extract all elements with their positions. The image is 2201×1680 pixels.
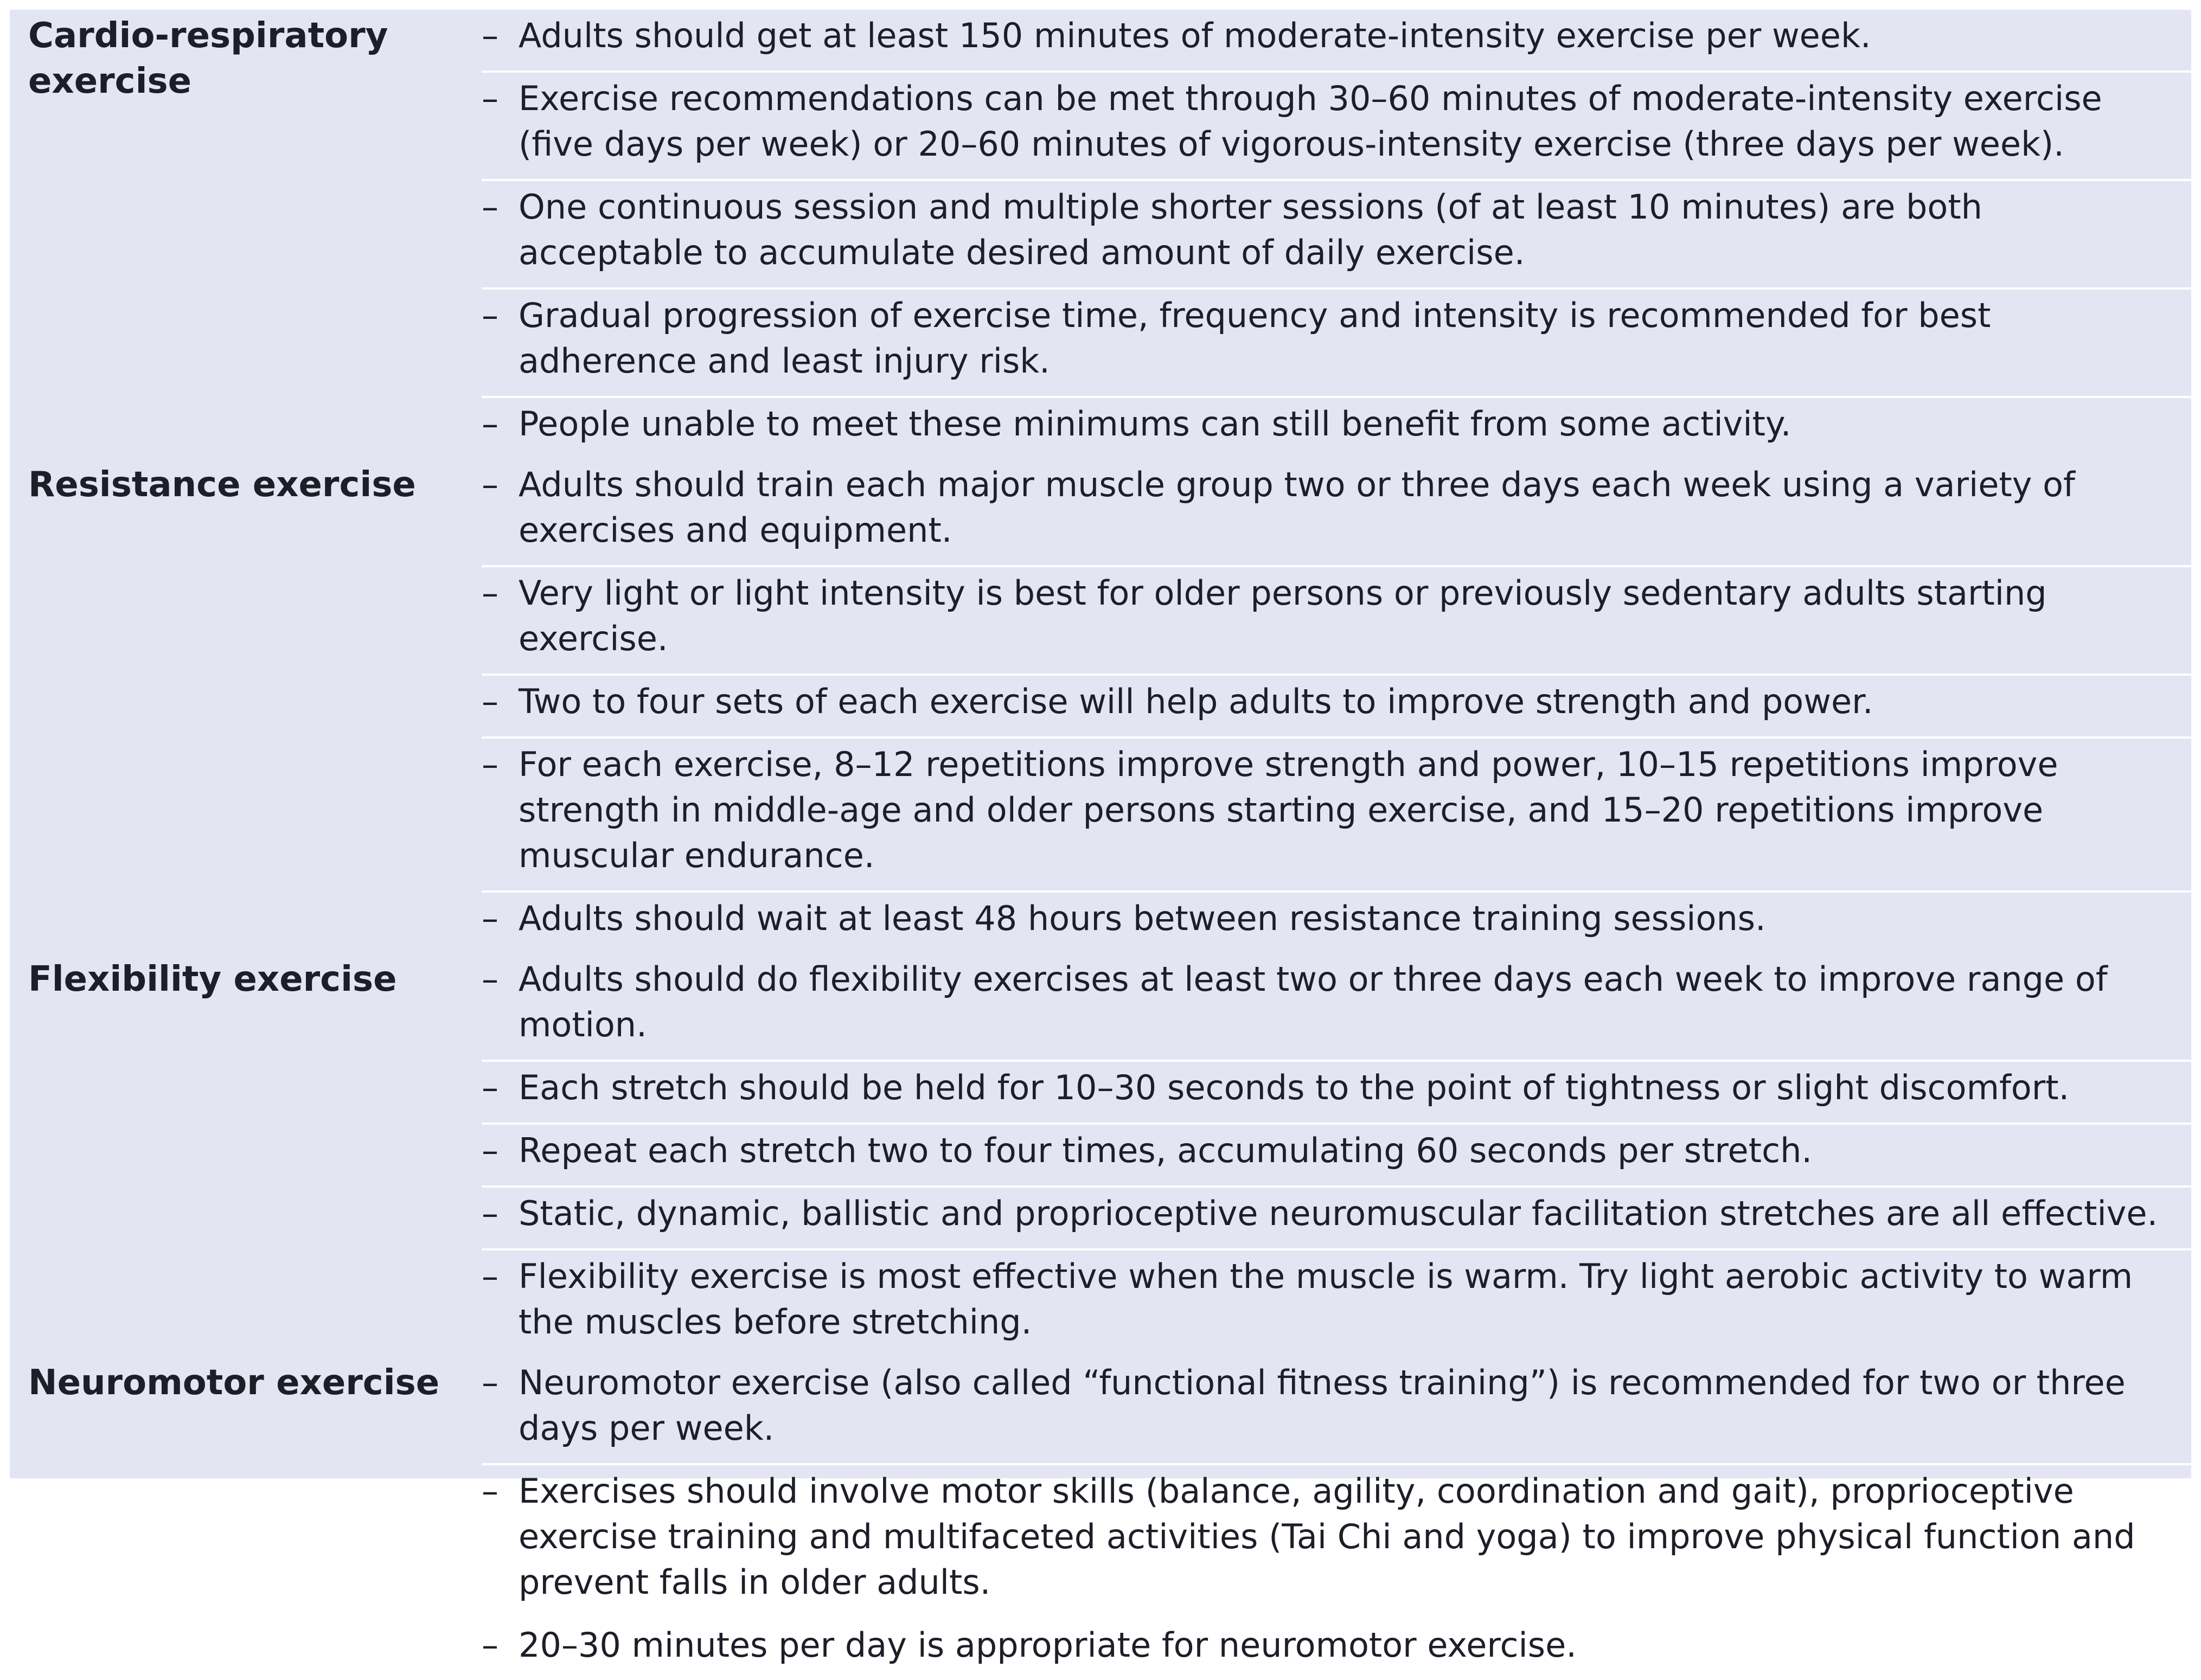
category-cell <box>10 953 482 1357</box>
dash-bullet: – <box>482 1625 498 1665</box>
recommendation-item <box>482 567 2191 676</box>
dash-bullet: – <box>482 1068 498 1107</box>
category-cell <box>10 10 482 459</box>
recommendation-item <box>482 1251 2191 1357</box>
recommendation-text: Adults should get at least 150 minutes of moderate-intensity exercise per week. <box>519 16 1871 55</box>
recommendation-text: Adults should do flexibility exercises at least two or three days each week to improve range of motion. <box>519 959 2108 1044</box>
recommendation-text: Exercises should involve motor skills (balance, agility, coordination and gait), proprioceptive exercise training and multifaceted activities (Tai Chi and yoga) to improve physical function and prevent falls in older adults. <box>519 1471 2135 1602</box>
recommendation-text: Neuromotor exercise (also called “functional fitness training”) is recommended for two or three days per week. <box>519 1363 2126 1448</box>
guideline-group-row <box>10 459 2191 953</box>
dash-bullet: – <box>482 16 498 55</box>
recommendation-text: People unable to meet these minimums can still benefit from some activity. <box>519 404 1791 444</box>
exercise-guidelines-panel <box>10 10 2191 1665</box>
recommendations-cell <box>482 10 2191 459</box>
recommendation-item <box>482 1125 2191 1188</box>
recommendation-text: For each exercise, 8–12 repetitions improve strength and power, 10–15 repetitions improve strength in middle-age and older persons starting exercise, and 15–20 repetitions improve muscular endurance. <box>519 745 2058 875</box>
recommendation-item <box>482 10 2191 73</box>
dash-bullet: – <box>482 745 498 784</box>
recommendation-list <box>482 953 2191 1357</box>
recommendation-item <box>482 398 2191 459</box>
recommendation-text: Adults should train each major muscle group two or three days each week using a variety of exercises and equipment. <box>519 465 2075 550</box>
recommendations-cell <box>482 953 2191 1357</box>
recommendation-item <box>482 1188 2191 1251</box>
dash-bullet: – <box>482 573 498 613</box>
recommendations-cell <box>482 1357 2191 1680</box>
recommendation-item <box>482 181 2191 290</box>
recommendation-item <box>482 893 2191 953</box>
category-label: Flexibility exercise <box>28 959 397 999</box>
dash-bullet: – <box>482 682 498 721</box>
recommendation-text: Very light or light intensity is best for older persons or previously sedentary adults starting exercise. <box>519 573 2047 658</box>
recommendations-cell <box>482 459 2191 953</box>
recommendation-text: Gradual progression of exercise time, frequency and intensity is recommended for best adherence and least injury risk. <box>519 296 1991 381</box>
dash-bullet: – <box>482 1194 498 1233</box>
category-cell <box>10 459 482 953</box>
recommendation-text: Exercise recommendations can be met through 30–60 minutes of moderate-intensity exercise (five days per week) or 20–60 minutes of vigorous-intensity exercise (three days per week). <box>519 79 2102 164</box>
recommendation-item <box>482 73 2191 181</box>
recommendation-list <box>482 10 2191 459</box>
dash-bullet: – <box>482 404 498 444</box>
guideline-group-row <box>10 1357 2191 1680</box>
recommendation-text: 20–30 minutes per day is appropriate for neuromotor exercise. <box>519 1625 1577 1665</box>
guideline-group-row <box>10 10 2191 459</box>
recommendation-item <box>482 290 2191 398</box>
exercise-guidelines-table <box>10 10 2191 1680</box>
recommendation-item <box>482 1062 2191 1125</box>
category-label: Resistance exercise <box>28 465 416 505</box>
dash-bullet: – <box>482 1363 498 1402</box>
dash-bullet: – <box>482 959 498 999</box>
recommendation-item <box>482 953 2191 1062</box>
category-label: Neuromotor exercise <box>28 1363 440 1403</box>
recommendation-text: Repeat each stretch two to four times, accumulating 60 seconds per stretch. <box>519 1131 1813 1170</box>
category-label: Cardio-respiratory exercise <box>28 16 388 101</box>
recommendation-item <box>482 739 2191 893</box>
guideline-group-row <box>10 953 2191 1357</box>
recommendation-text: Two to four sets of each exercise will help adults to improve strength and power. <box>519 682 1873 721</box>
recommendation-text: Static, dynamic, ballistic and proprioceptive neuromuscular facilitation stretches are all effective. <box>519 1194 2158 1233</box>
dash-bullet: – <box>482 187 498 227</box>
recommendation-list <box>482 459 2191 953</box>
category-cell <box>10 1357 482 1680</box>
dash-bullet: – <box>482 296 498 335</box>
dash-bullet: – <box>482 1131 498 1170</box>
dash-bullet: – <box>482 899 498 938</box>
recommendation-item <box>482 459 2191 567</box>
recommendation-text: Adults should wait at least 48 hours between resistance training sessions. <box>519 899 1766 938</box>
recommendation-item <box>482 1357 2191 1465</box>
dash-bullet: – <box>482 79 498 118</box>
recommendation-text: Each stretch should be held for 10–30 seconds to the point of tightness or slight discomfort. <box>519 1068 2070 1107</box>
recommendation-item <box>482 1619 2191 1680</box>
dash-bullet: – <box>482 1471 498 1511</box>
recommendation-text: One continuous session and multiple shorter sessions (of at least 10 minutes) are both acceptable to accumulate desired amount of daily exercise. <box>519 187 1982 272</box>
dash-bullet: – <box>482 1256 498 1296</box>
guidelines-body <box>10 10 2191 1680</box>
recommendation-list <box>482 1357 2191 1680</box>
recommendation-text: Flexibility exercise is most effective when the muscle is warm. Try light aerobic activity to warm the muscles before stretching. <box>519 1256 2133 1342</box>
recommendation-item <box>482 1465 2191 1619</box>
recommendation-item <box>482 676 2191 739</box>
dash-bullet: – <box>482 465 498 504</box>
